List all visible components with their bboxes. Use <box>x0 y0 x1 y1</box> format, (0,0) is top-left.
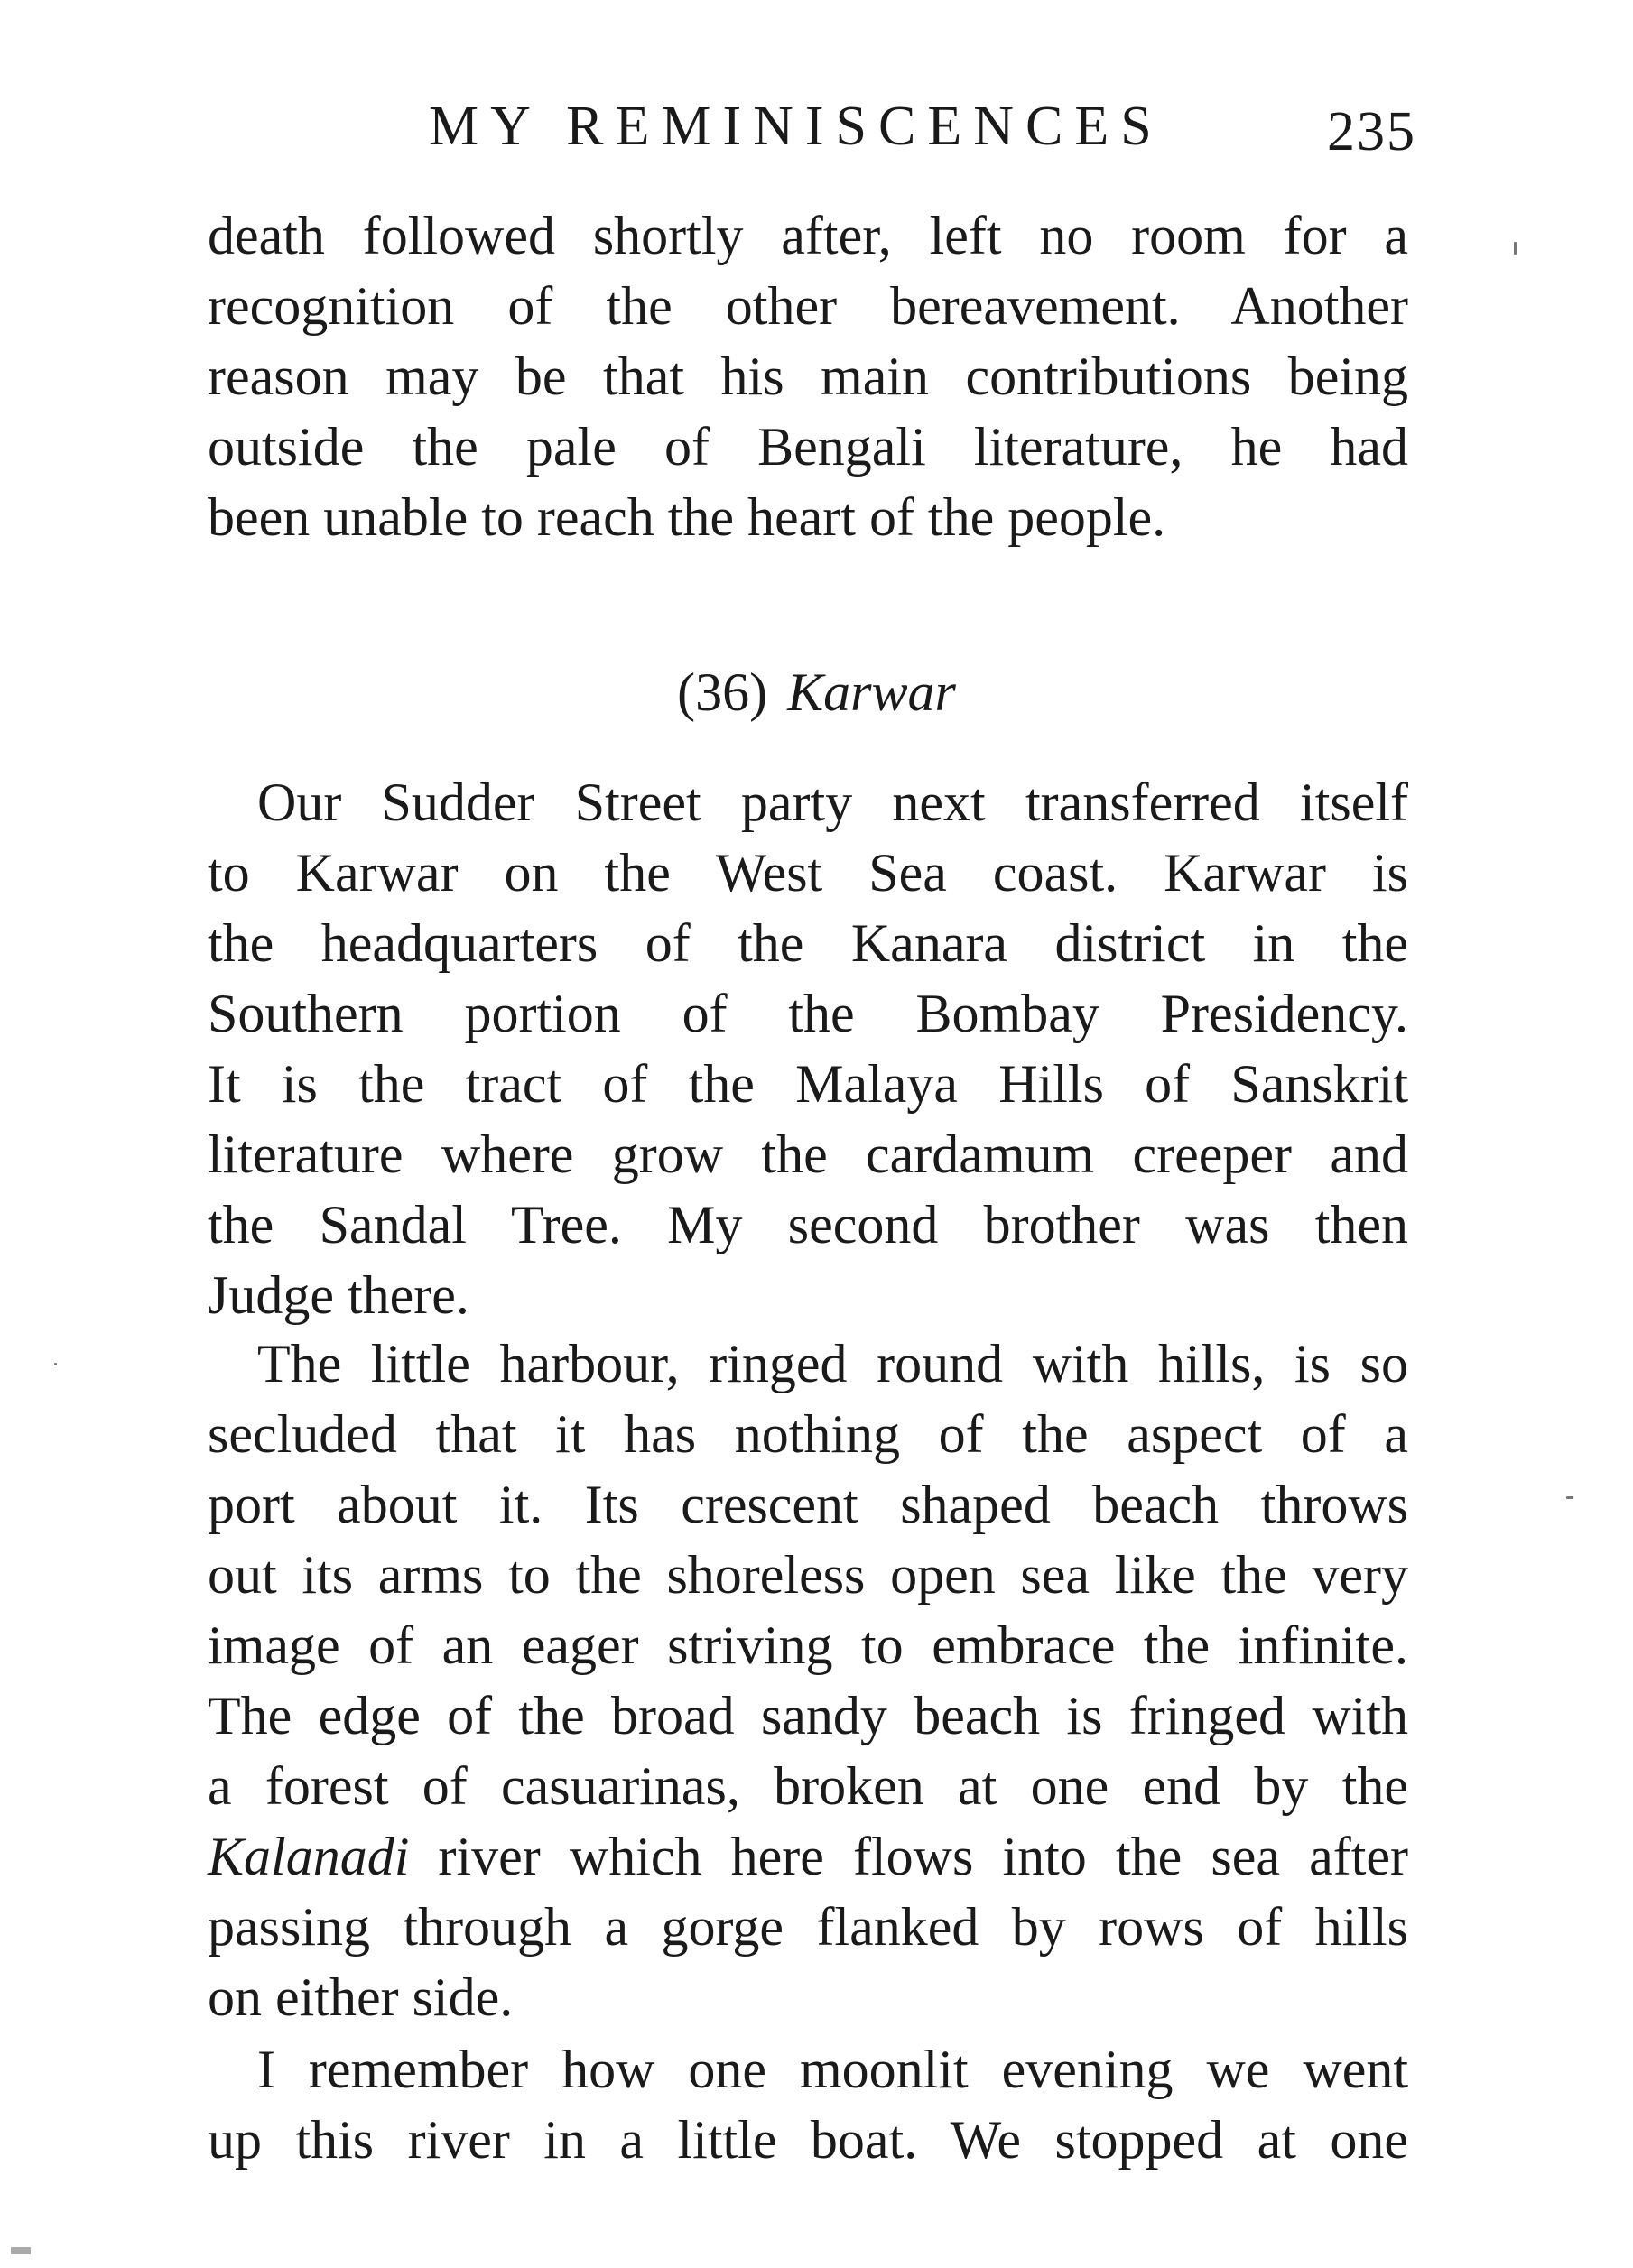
text-line: Our Sudder Street party next transferred itself <box>257 773 1408 832</box>
running-head: MY REMINISCENCES <box>429 96 1164 157</box>
page-header <box>429 86 1422 167</box>
paragraph-continued <box>208 200 1408 552</box>
text-line: the headquarters of the Kanara district in the <box>208 913 1408 973</box>
text-line: outside the pale of Bengali literature, he had <box>208 417 1408 477</box>
text-line: to Karwar on the West Sea coast. Karwar is <box>208 843 1408 903</box>
text-line: the Sandal Tree. My second brother was then <box>208 1195 1408 1254</box>
river-line-rest: river which here flows into the sea after <box>409 1827 1408 1886</box>
section-number: (36) <box>677 662 768 722</box>
text-line: I remember how one moonlit evening we went <box>257 2040 1408 2099</box>
text-line: passing through a gorge flanked by rows of hills <box>208 1897 1408 1957</box>
page-number: 235 <box>1327 101 1416 162</box>
text-line: death followed shortly after, left no room for a <box>208 206 1408 265</box>
text-line: secluded that it has nothing of the aspect of a <box>208 1404 1408 1464</box>
text-line: recognition of the other bereavement. Another <box>208 276 1408 336</box>
text-line: Southern portion of the Bombay Presidency. <box>208 984 1408 1043</box>
section-heading <box>0 652 1633 733</box>
text-line: The edge of the broad sandy beach is fringed with <box>208 1686 1408 1745</box>
text-line: It is the tract of the Malaya Hills of Sanskrit <box>208 1054 1408 1114</box>
paragraph-karwar-intro <box>208 767 1408 1330</box>
paragraph-moonlit <box>208 2034 1408 2175</box>
scan-speck <box>54 1363 57 1365</box>
river-name: Kalanadi <box>208 1827 410 1886</box>
text-line: port about it. Its crescent shaped beach throws <box>208 1475 1408 1534</box>
section-title: Karwar <box>787 662 956 722</box>
text-line: out its arms to the shoreless open sea like the very <box>208 1545 1408 1605</box>
text-line: a forest of casuarinas, broken at one end by the <box>208 1756 1408 1816</box>
text-line: on either side. <box>208 1967 514 2027</box>
text-line: image of an eager striving to embrace the infinite. <box>208 1615 1408 1675</box>
text-line: Judge there. <box>208 1265 469 1325</box>
text-line-river <box>208 1821 1408 1892</box>
text-line: literature where grow the cardamum creeper and <box>208 1125 1408 1184</box>
text-line: reason may be that his main contributions being <box>208 347 1408 406</box>
text-line: been unable to reach the heart of the people. <box>208 487 1166 547</box>
scan-speck <box>1566 1496 1573 1499</box>
scan-speck <box>11 2247 31 2254</box>
paragraph-harbour <box>208 1328 1408 2032</box>
scan-speck <box>1514 242 1517 255</box>
text-line: The little harbour, ringed round with hills, is so <box>257 1334 1408 1393</box>
text-line: up this river in a little boat. We stopped at one <box>208 2110 1408 2170</box>
